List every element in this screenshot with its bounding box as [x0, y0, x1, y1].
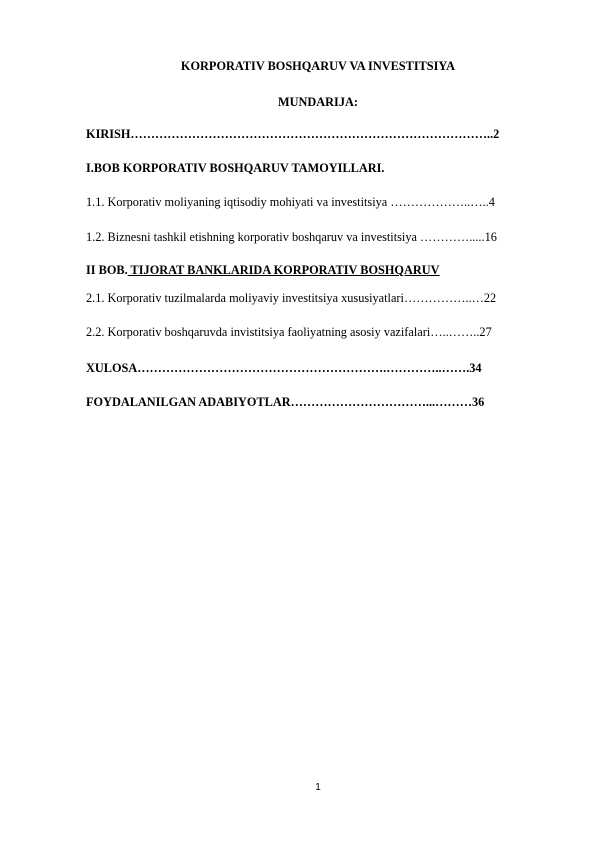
page-number: 1 [315, 782, 321, 793]
toc-heading: MUNDARIJA: [278, 95, 358, 109]
chapter-2-prefix: II BOB. [86, 263, 128, 277]
toc-entry-chapter-1: I.BOB KORPORATIV BOSHQARUV TAMOYILLARI. [86, 161, 385, 175]
toc-entry-xulosa: XULOSA…………………………………………………….…………..…….34 [86, 361, 482, 375]
toc-entry-2-2: 2.2. Korporativ boshqaruvda invistitsiya faoliyatning asosiy vazifalari…..……..27 [86, 325, 492, 339]
chapter-2-title: TIJORAT BANKLARIDA KORPORATIV BOSHQARUV [127, 263, 440, 277]
toc-entry-1-1: 1.1. Korporativ moliyaning iqtisodiy mohiyati va investitsiya ………………..…..4 [86, 195, 495, 209]
toc-entry-bibliography: FOYDALANILGAN ADABIYOTLAR……………………………...………36 [86, 395, 485, 409]
toc-entry-1-2: 1.2. Biznesni tashkil etishning korporativ boshqaruv va investitsiya ………….....16 [86, 230, 497, 244]
document-title: KORPORATIV BOSHQARUV VA INVESTITSIYA [180, 59, 456, 73]
toc-entry-chapter-2 [86, 262, 552, 278]
toc-entry-kirish: KIRISH……………………………………………………………………………..2 [86, 127, 500, 141]
toc-entry-2-1: 2.1. Korporativ tuzilmalarda moliyaviy investitsiya xususiyatlari……………..…22 [86, 291, 497, 305]
